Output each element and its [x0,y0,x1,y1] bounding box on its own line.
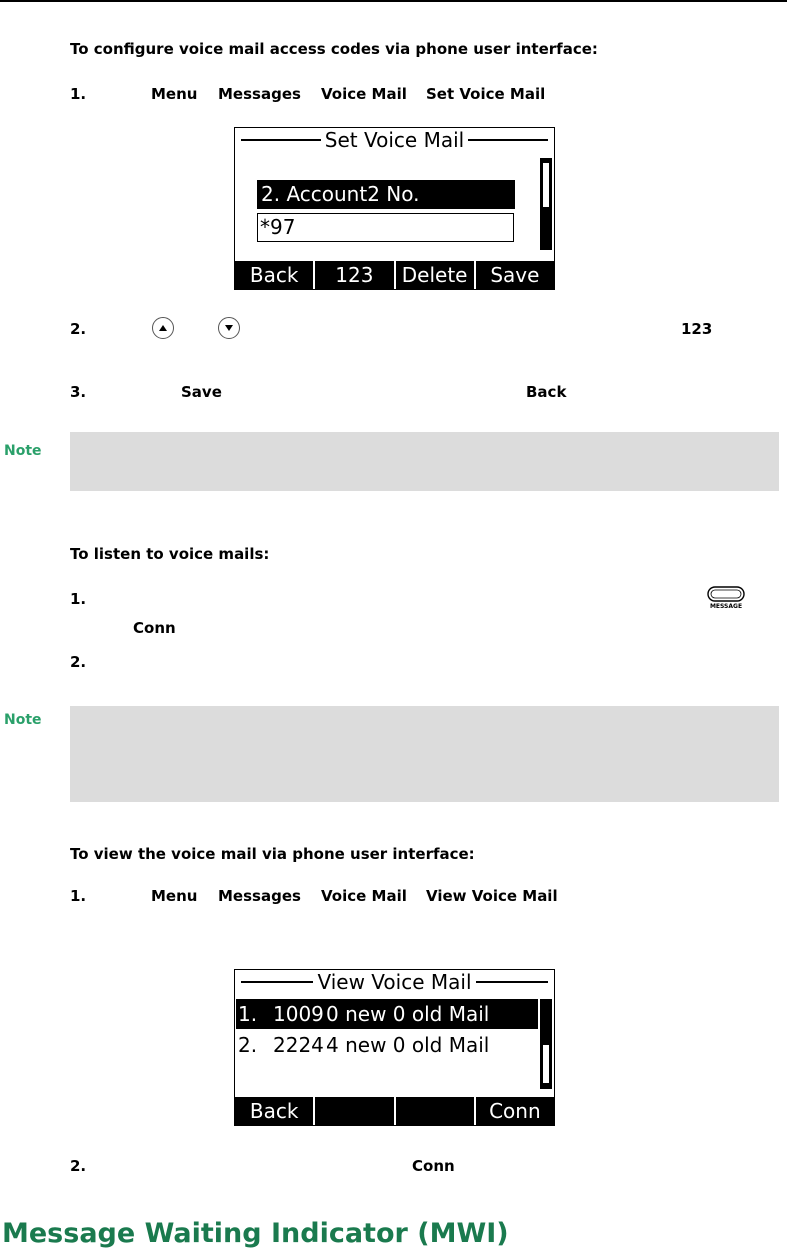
voice-mail-row-1[interactable] [236,999,538,1029]
softkey-bar [235,1097,554,1125]
up-arrow-key-icon [152,317,174,339]
section1-step1-number: 1. [70,85,87,103]
menu-path-menu: Menu [151,887,198,905]
section3-heading: To view the voice mail via phone user interface: [70,845,475,863]
menu-path-messages: Messages [218,887,301,905]
voice-mail-row-2[interactable] [236,1030,538,1060]
section2-conn-label: Conn [133,619,176,637]
scrollbar[interactable] [540,999,552,1089]
menu-path-voice-mail: Voice Mail [321,85,407,103]
scrollbar[interactable] [540,158,552,250]
row-mail-status: 4 new 0 old Mail [326,1033,490,1057]
menu-path-menu: Menu [151,85,198,103]
section-title-mwi: Message Waiting Indicator (MWI) [2,1218,509,1249]
note1-box [70,432,779,491]
row-account-number: 2224 [273,1033,324,1057]
row-account-number: 1009 [273,1002,324,1026]
row-mail-status: 0 new 0 old Mail [326,1002,490,1026]
section3-conn-label: Conn [412,1157,455,1175]
softkey-back[interactable]: Back [249,1099,299,1123]
set-voice-mail-screen [234,127,555,290]
down-arrow-key-icon [218,317,240,339]
screen-title [235,128,554,152]
selected-account-item[interactable]: 2. Account2 No. [257,180,515,209]
screen-title-text: Set Voice Mail [324,128,465,152]
message-key-caption: MESSAGE [709,603,743,610]
note2-label: Note [4,712,42,728]
voice-mail-code-input[interactable]: *97 [257,213,514,242]
menu-path-messages: Messages [218,85,301,103]
section1-step2-number: 2. [70,320,87,338]
step2-123-key-label: 123 [681,320,713,338]
menu-path-view-voice-mail: View Voice Mail [426,887,558,905]
top-rule [0,0,787,2]
softkey-bar [235,261,554,289]
section2-step2-number: 2. [70,653,87,671]
softkey-back[interactable]: Back [249,263,299,287]
screen-title-text: View Voice Mail [317,970,472,994]
note2-box [70,706,779,802]
note1-label: Note [4,443,42,459]
softkey-123[interactable]: 123 [313,261,393,289]
menu-path-set-voice-mail: Set Voice Mail [426,85,546,103]
section1-heading: To configure voice mail access codes via phone user interface: [70,40,598,58]
screen-title [235,970,554,994]
row-index: 2. [238,1033,258,1057]
softkey-empty-2[interactable] [313,1097,393,1125]
section2-step1-number: 1. [70,590,87,608]
softkey-delete[interactable]: Delete [394,261,474,289]
softkey-empty-3[interactable] [394,1097,474,1125]
message-key-icon [706,585,746,613]
softkey-save[interactable]: Save [474,261,554,289]
step3-save-label: Save [181,383,222,401]
row-index: 1. [238,1002,258,1026]
menu-path-voice-mail: Voice Mail [321,887,407,905]
step3-back-label: Back [526,383,567,401]
view-voice-mail-screen [234,969,555,1126]
section1-step3-number: 3. [70,383,87,401]
section3-step1-number: 1. [70,887,87,905]
section3-step2-number: 2. [70,1157,87,1175]
softkey-conn[interactable]: Conn [474,1097,554,1125]
section2-heading: To listen to voice mails: [70,545,270,563]
